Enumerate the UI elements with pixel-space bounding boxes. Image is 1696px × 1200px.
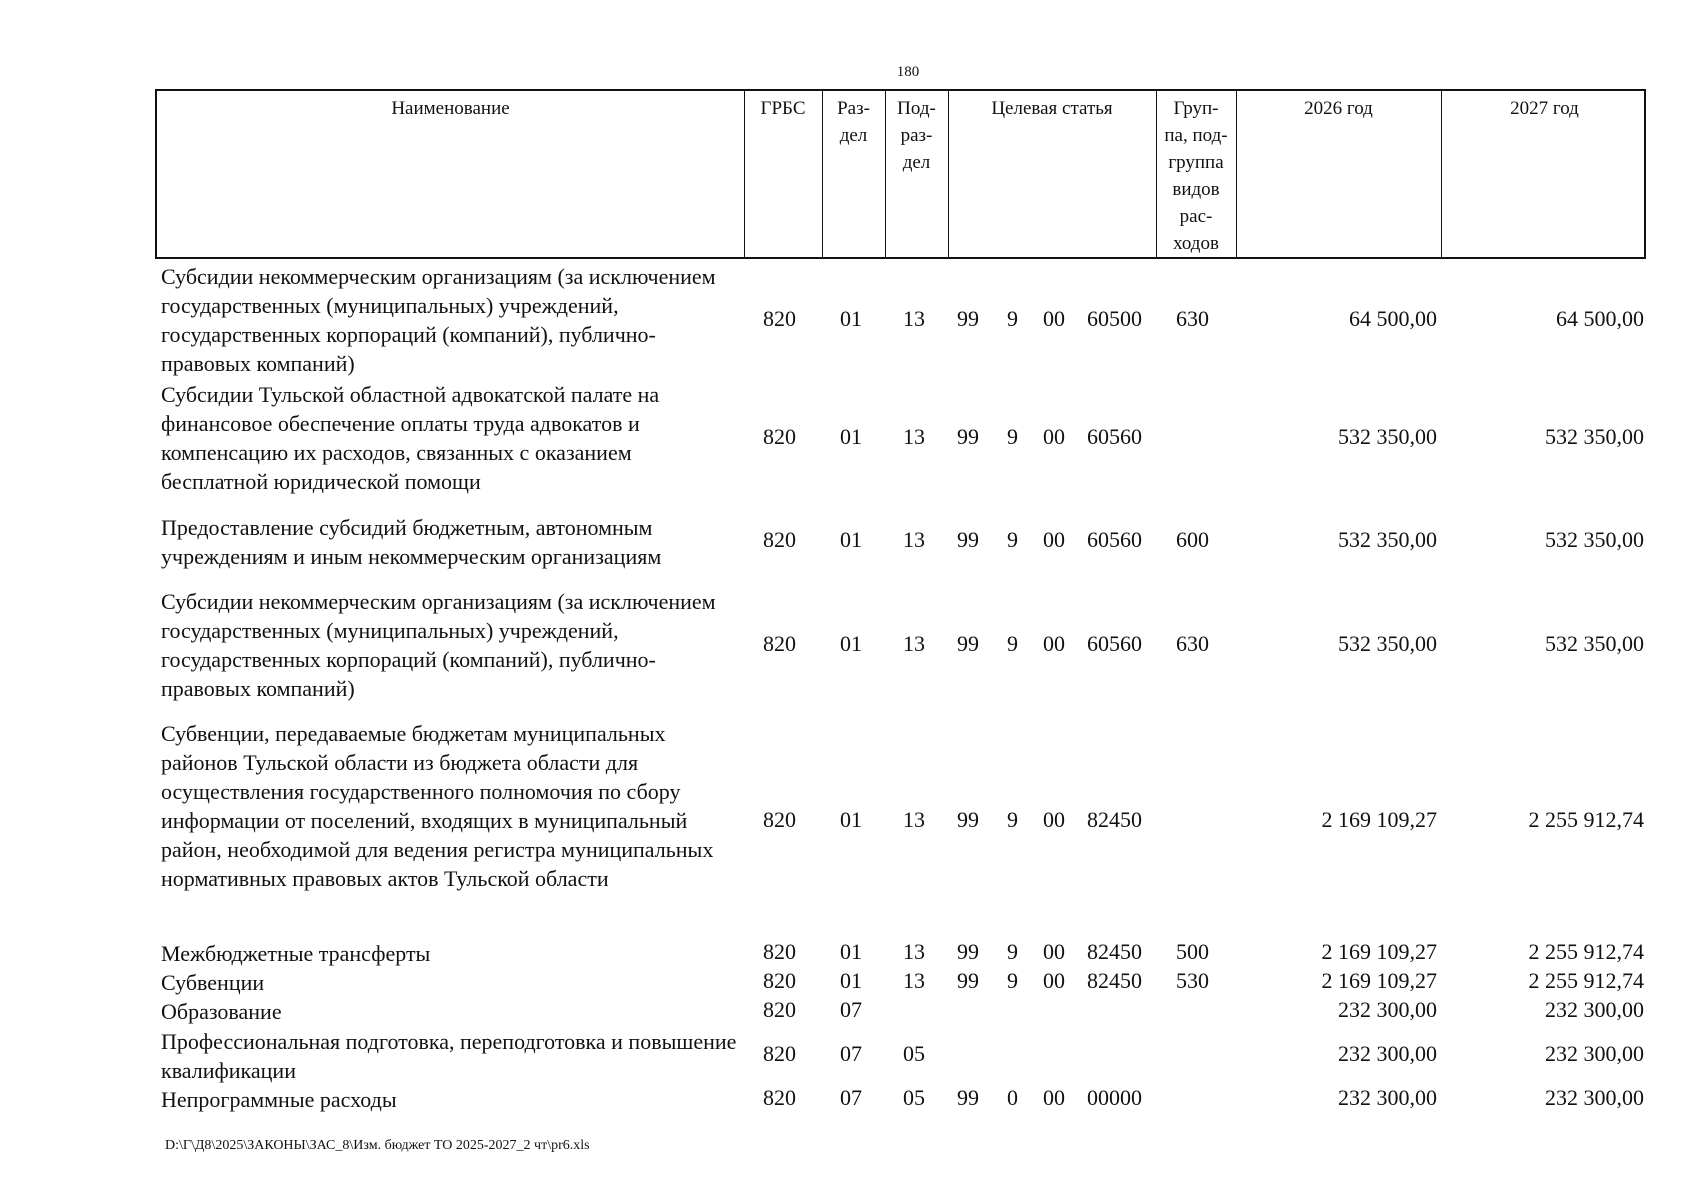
row-value-2027: 2 255 912,74 [1528,939,1644,964]
row-target-1: 99 [957,939,979,964]
row-razdel: 01 [840,939,862,964]
row-target-2: 9 [1007,939,1018,964]
row-name: Субсидии некоммерческим организациям (за исключением государственных (муниципальных) учреждений, государственных корпораций (компаний), публично-правовых компаний) [161,264,716,376]
row-target-3: 00 [1043,527,1065,552]
row-value-2027: 532 350,00 [1545,424,1644,449]
row-razdel: 01 [840,968,862,993]
row-razdel: 01 [840,424,862,449]
row-target-1: 99 [957,807,979,832]
row-grbs: 820 [763,527,796,552]
row-target-4: 60560 [1087,631,1142,656]
row-target-4: 82450 [1087,939,1142,964]
page-number: 180 [896,64,920,80]
row-podrazdel: 13 [903,527,925,552]
row-podrazdel: 13 [903,424,925,449]
row-value-2027: 532 350,00 [1545,527,1644,552]
row-grbs: 820 [763,968,796,993]
row-razdel: 07 [840,1085,862,1110]
row-target-3: 00 [1043,631,1065,656]
row-target-2: 9 [1007,631,1018,656]
row-value-2026: 532 350,00 [1338,424,1437,449]
row-value-2026: 2 169 109,27 [1321,968,1437,993]
row-razdel: 01 [840,527,862,552]
row-target-4: 00000 [1087,1085,1142,1110]
row-value-2027: 2 255 912,74 [1528,807,1644,832]
row-razdel: 01 [840,807,862,832]
row-target-1: 99 [957,306,979,331]
row-value-2027: 532 350,00 [1545,631,1644,656]
row-podrazdel: 13 [903,968,925,993]
row-name: Профессиональная подготовка, переподготовка и повышение квалификации [161,1029,737,1083]
file-path-footer: D:\Г\Д8\2025\ЗАКОНЫ\ЗАС_8\Изм. бюджет ТО 2025-2027_2 чт\pr6.xls [165,1138,590,1153]
row-target-3: 00 [1043,968,1065,993]
header-razdel: Раз- дел [837,98,870,146]
row-target-3: 00 [1043,1085,1065,1110]
row-value-2026: 64 500,00 [1349,306,1437,331]
row-value-2027: 232 300,00 [1545,1085,1644,1110]
row-target-4: 60500 [1087,306,1142,331]
row-value-2026: 2 169 109,27 [1321,939,1437,964]
row-target-3: 00 [1043,306,1065,331]
row-group: 500 [1176,939,1209,964]
row-grbs: 820 [763,997,796,1022]
row-grbs: 820 [763,631,796,656]
header-target: Целевая статья [991,98,1113,119]
row-name: Непрограммные расходы [161,1087,397,1112]
row-value-2026: 232 300,00 [1338,997,1437,1022]
row-group: 630 [1176,306,1209,331]
header-name: Наименование [391,98,510,119]
row-value-2027: 232 300,00 [1545,997,1644,1022]
row-target-1: 99 [957,1085,979,1110]
row-grbs: 820 [763,939,796,964]
row-target-1: 99 [957,424,979,449]
row-value-2026: 232 300,00 [1338,1085,1437,1110]
row-target-2: 9 [1007,424,1018,449]
row-podrazdel: 05 [903,1085,925,1110]
row-value-2026: 532 350,00 [1338,527,1437,552]
row-grbs: 820 [763,1041,796,1066]
row-target-4: 82450 [1087,968,1142,993]
row-razdel: 07 [840,1041,862,1066]
row-value-2026: 2 169 109,27 [1321,807,1437,832]
row-value-2026: 532 350,00 [1338,631,1437,656]
row-target-1: 99 [957,968,979,993]
row-target-3: 00 [1043,807,1065,832]
row-target-2: 9 [1007,807,1018,832]
row-group: 630 [1176,631,1209,656]
row-target-4: 60560 [1087,527,1142,552]
row-grbs: 820 [763,1085,796,1110]
row-target-2: 9 [1007,306,1018,331]
row-podrazdel: 13 [903,306,925,331]
row-target-1: 99 [957,527,979,552]
header-2027: 2027 год [1510,98,1579,119]
row-name: Межбюджетные трансферты [161,941,431,966]
header-2026: 2026 год [1304,98,1373,119]
row-grbs: 820 [763,424,796,449]
row-name: Субвенции, передаваемые бюджетам муниципальных районов Тульской области из бюджета области для осуществления государственного полномочия по сбору информации от поселений, входящих в муниципальный район, необходимой для ведения регистра муниципальных нормативных правовых актов Тульской области [161,721,714,891]
row-name: Предоставление субсидий бюджетным, автономным учреждениям и иным некоммерческим организациям [161,515,662,569]
header-grbs: ГРБС [760,98,806,119]
row-razdel: 01 [840,306,862,331]
row-grbs: 820 [763,807,796,832]
row-target-2: 0 [1007,1085,1018,1110]
row-podrazdel: 13 [903,807,925,832]
row-podrazdel: 13 [903,631,925,656]
row-target-4: 82450 [1087,807,1142,832]
row-target-3: 00 [1043,939,1065,964]
row-target-2: 9 [1007,968,1018,993]
row-group: 600 [1176,527,1209,552]
row-value-2027: 2 255 912,74 [1528,968,1644,993]
header-podrazdel: Под- раз- дел [897,98,936,173]
row-name: Субсидии Тульской областной адвокатской палате на финансовое обеспечение оплаты труда адвокатов и компенсацию их расходов, связанных с оказанием бесплатной юридической помощи [161,382,660,494]
row-target-2: 9 [1007,527,1018,552]
row-podrazdel: 05 [903,1041,925,1066]
row-razdel: 01 [840,631,862,656]
row-group: 530 [1176,968,1209,993]
row-target-1: 99 [957,631,979,656]
table-header [155,89,1646,259]
row-name: Субсидии некоммерческим организациям (за исключением государственных (муниципальных) учреждений, государственных корпораций (компаний), публично-правовых компаний) [161,589,716,701]
row-name: Субвенции [161,970,265,995]
row-grbs: 820 [763,306,796,331]
row-value-2027: 232 300,00 [1545,1041,1644,1066]
row-razdel: 07 [840,997,862,1022]
header-group: Груп- па, под- группа видов рас- ходов [1164,98,1228,254]
row-target-3: 00 [1043,424,1065,449]
row-value-2027: 64 500,00 [1556,306,1644,331]
row-name: Образование [161,999,282,1024]
row-value-2026: 232 300,00 [1338,1041,1437,1066]
row-podrazdel: 13 [903,939,925,964]
row-target-4: 60560 [1087,424,1142,449]
